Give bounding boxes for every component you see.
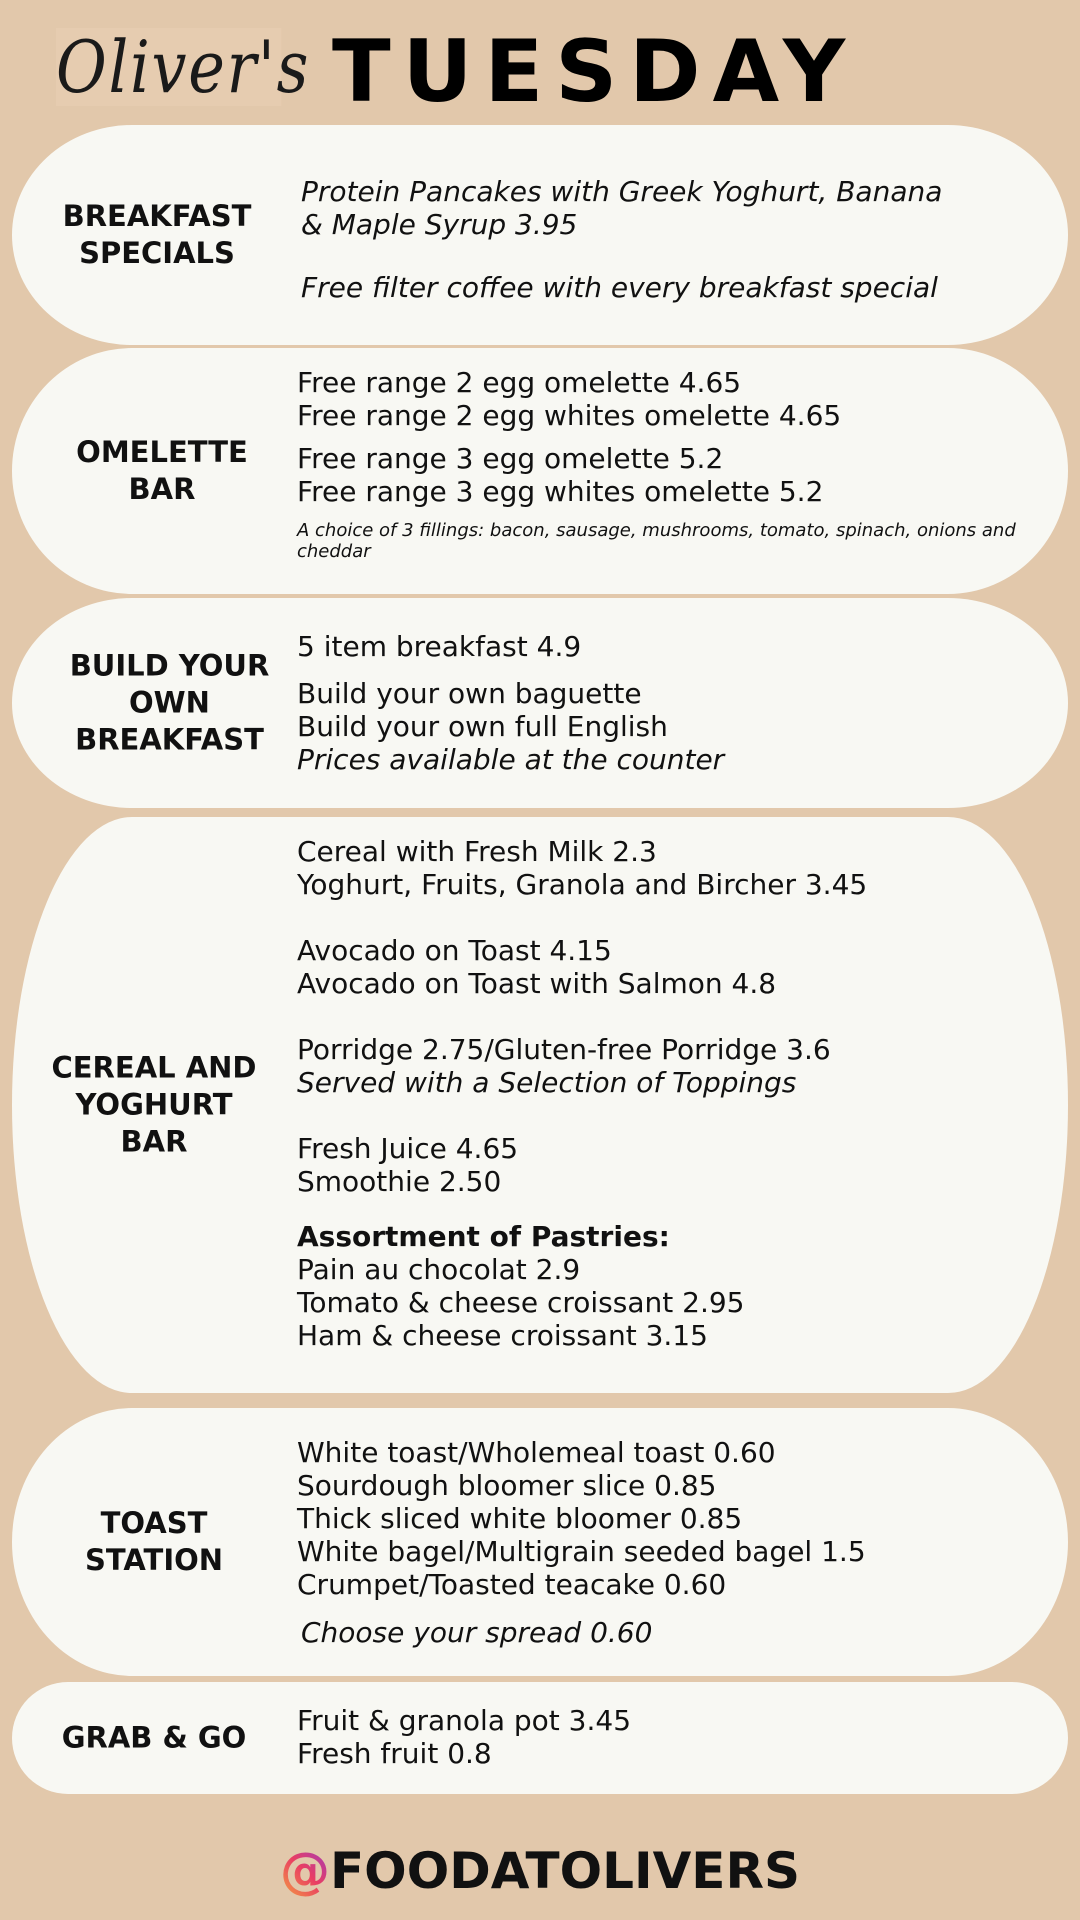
section-title: OMELETTE BAR <box>76 435 248 506</box>
menu-item: Fresh fruit 0.8 <box>297 1737 492 1770</box>
menu-item: Sourdough bloomer slice 0.85 <box>297 1469 717 1502</box>
section-items <box>297 835 1037 1352</box>
fillings-note: A choice of 3 fillings: bacon, sausage, mushrooms, tomato, spinach, onions and cheddar <box>297 520 1016 562</box>
handle-text: FOODATOLIVERS <box>330 1842 800 1900</box>
menu-item: Avocado on Toast with Salmon 4.8 <box>297 967 777 1000</box>
menu-item: Smoothie 2.50 <box>297 1165 502 1198</box>
menu-note: Choose your spread 0.60 <box>301 1616 653 1649</box>
menu-note: Served with a Selection of Toppings <box>297 1066 797 1099</box>
section-title: BREAKFAST SPECIALS <box>62 199 252 270</box>
section-title: BUILD YOUR OWN BREAKFAST <box>69 648 270 757</box>
menu-item: Ham & cheese croissant 3.15 <box>297 1319 708 1352</box>
section-grab-and-go <box>12 1682 1068 1794</box>
section-cereal-and-yoghurt-bar <box>12 817 1068 1393</box>
menu-item: Porridge 2.75/Gluten-free Porridge 3.6 <box>297 1033 831 1066</box>
section-items <box>297 630 1037 776</box>
menu-item: 5 item breakfast 4.9 <box>297 630 582 663</box>
menu-item: Fruit & granola pot 3.45 <box>297 1704 632 1737</box>
menu-item: Yoghurt, Fruits, Granola and Bircher 3.45 <box>297 868 868 901</box>
section-items <box>297 366 1037 562</box>
instagram-handle <box>0 1836 1080 1906</box>
pastries-heading: Assortment of Pastries: <box>297 1220 670 1253</box>
section-items <box>301 175 1041 304</box>
section-items <box>297 1436 1037 1649</box>
section-toast-station <box>12 1408 1068 1676</box>
menu-header <box>0 0 1080 125</box>
section-title: CEREAL AND YOGHURT BAR <box>51 1050 257 1159</box>
menu-item: Build your own full English <box>297 710 668 743</box>
menu-item: Free range 3 egg whites omelette 5.2 <box>297 475 824 508</box>
menu-item: Free range 2 egg whites omelette 4.65 <box>297 399 842 432</box>
menu-item: Build your own baguette <box>297 677 642 710</box>
menu-item: Pain au chocolat 2.9 <box>297 1253 581 1286</box>
menu-item: White bagel/Multigrain seeded bagel 1.5 <box>297 1535 866 1568</box>
section-build-your-own-breakfast <box>12 598 1068 808</box>
menu-item: Protein Pancakes with Greek Yoghurt, Banana <box>301 175 943 208</box>
menu-item: & Maple Syrup 3.95 <box>301 208 578 241</box>
section-omelette-bar <box>12 348 1068 594</box>
instagram-at-icon: @ <box>280 1836 330 1906</box>
menu-item: Cereal with Fresh Milk 2.3 <box>297 835 657 868</box>
olivers-logo: Oliver's <box>56 25 311 109</box>
menu-item: Tomato & cheese croissant 2.95 <box>297 1286 745 1319</box>
menu-item: Crumpet/Toasted teacake 0.60 <box>297 1568 727 1601</box>
section-items <box>297 1704 1037 1770</box>
section-title: TOAST STATION <box>84 1506 224 1577</box>
section-title: GRAB & GO <box>61 1720 247 1755</box>
menu-day-title: TUESDAY <box>332 22 858 122</box>
menu-item: Avocado on Toast 4.15 <box>297 934 612 967</box>
menu-item: Free range 3 egg omelette 5.2 <box>297 442 724 475</box>
menu-note: Prices available at the counter <box>297 743 725 776</box>
menu-item: Thick sliced white bloomer 0.85 <box>297 1502 743 1535</box>
menu-note: Free filter coffee with every breakfast special <box>301 271 938 304</box>
menu-item: White toast/Wholemeal toast 0.60 <box>297 1436 776 1469</box>
menu-item: Free range 2 egg omelette 4.65 <box>297 366 742 399</box>
section-breakfast-specials <box>12 125 1068 345</box>
menu-item: Fresh Juice 4.65 <box>297 1132 519 1165</box>
